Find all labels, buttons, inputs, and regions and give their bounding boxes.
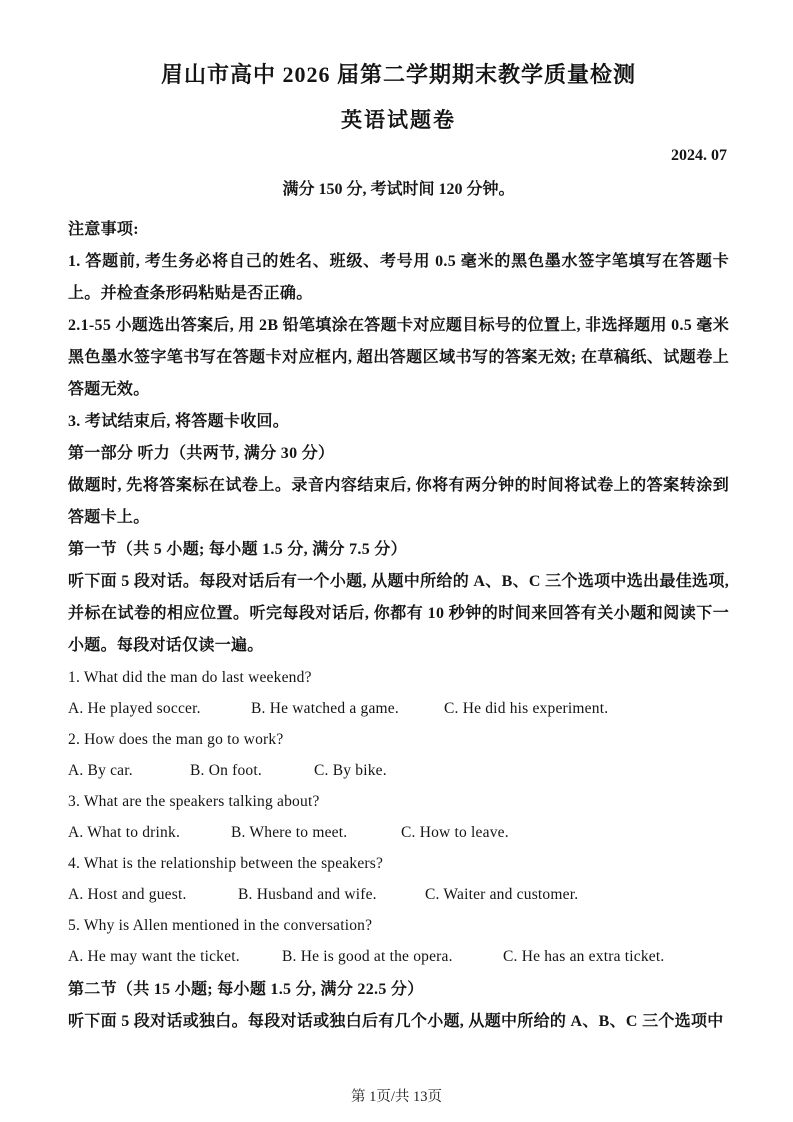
exam-date: 2024. 07 [671,147,727,164]
question-2 [68,724,729,786]
exam-subtitle: 英语试题卷 [341,108,456,132]
exam-info: 满分 150 分, 考试时间 120 分钟。 [282,181,515,198]
question-5-options [68,941,729,972]
section1-heading: 第一节（共 5 小题; 每小题 1.5 分, 满分 7.5 分） [68,541,407,558]
question-3-options [68,817,729,848]
question-3-text: 3. What are the speakers talking about? [68,793,320,810]
question-3-option-a: A. What to drink. [68,824,181,841]
notice-heading: 注意事项: [68,221,139,238]
question-5-option-a: A. He may want the ticket. [68,948,240,965]
question-5 [68,910,729,972]
question-2-text: 2. How does the man go to work? [68,731,284,748]
question-5-option-b: B. He is good at the opera. [282,948,453,965]
question-1-options [68,693,729,724]
question-4-options [68,879,729,910]
question-1-text: 1. What did the man do last weekend? [68,669,312,686]
question-1-option-c: C. He did his experiment. [444,700,609,717]
section2-heading: 第二节（共 15 小题; 每小题 1.5 分, 满分 22.5 分） [68,981,424,998]
notice-item-3: 3. 考试结束后, 将答题卡收回。 [68,413,290,430]
question-3 [68,786,729,848]
notice-item-1: 1. 答题前, 考生务必将自己的姓名、班级、考号用 0.5 毫米的黑色墨水签字笔填写在答题卡上。并检查条形码粘贴是否正确。 [68,253,729,302]
question-2-options [68,755,729,786]
question-1 [68,662,729,724]
question-4 [68,848,729,910]
notice-item-2: 2.1-55 小题选出答案后, 用 2B 铅笔填涂在答题卡对应题目标号的位置上, 非选择题用 0.5 毫米黑色墨水签字笔书写在答题卡对应框内, 超出答题区域书写的答案无效; 在草稿纸、试题卷上答题无效。 [68,317,729,398]
question-2-option-a: A. By car. [68,762,133,779]
question-1-option-b: B. He watched a game. [251,700,399,717]
question-5-option-c: C. He has an extra ticket. [503,948,665,965]
question-4-option-c: C. Waiter and customer. [425,886,579,903]
question-3-option-c: C. How to leave. [401,824,509,841]
question-4-text: 4. What is the relationship between the speakers? [68,855,384,872]
page-title: 眉山市高中 2026 届第二学期期末教学质量检测 [160,62,636,87]
question-4-option-b: B. Husband and wife. [238,886,377,903]
question-5-text: 5. Why is Allen mentioned in the conversation? [68,917,373,934]
question-2-option-b: B. On foot. [190,762,262,779]
question-1-option-a: A. He played soccer. [68,700,201,717]
page-footer: 第 1页/共 13页 [350,1089,443,1105]
question-2-option-c: C. By bike. [314,762,387,779]
part1-intro: 做题时, 先将答案标在试卷上。录音内容结束后, 你将有两分钟的时间将试卷上的答案转涂到答题卡上。 [68,477,729,526]
section2-intro: 听下面 5 段对话或独白。每段对话或独白后有几个小题, 从题中所给的 A、B、C 三个选项中 [68,1013,724,1030]
question-3-option-b: B. Where to meet. [231,824,348,841]
part1-heading: 第一部分 听力（共两节, 满分 30 分） [68,445,335,462]
question-4-option-a: A. Host and guest. [68,886,187,903]
section1-intro: 听下面 5 段对话。每段对话后有一个小题, 从题中所给的 A、B、C 三个选项中选出最佳选项, 并标在试卷的相应位置。听完每段对话后, 你都有 10 秒钟的时间来回答有关小题和阅读下一小题。每段对话仅读一遍。 [68,573,729,654]
